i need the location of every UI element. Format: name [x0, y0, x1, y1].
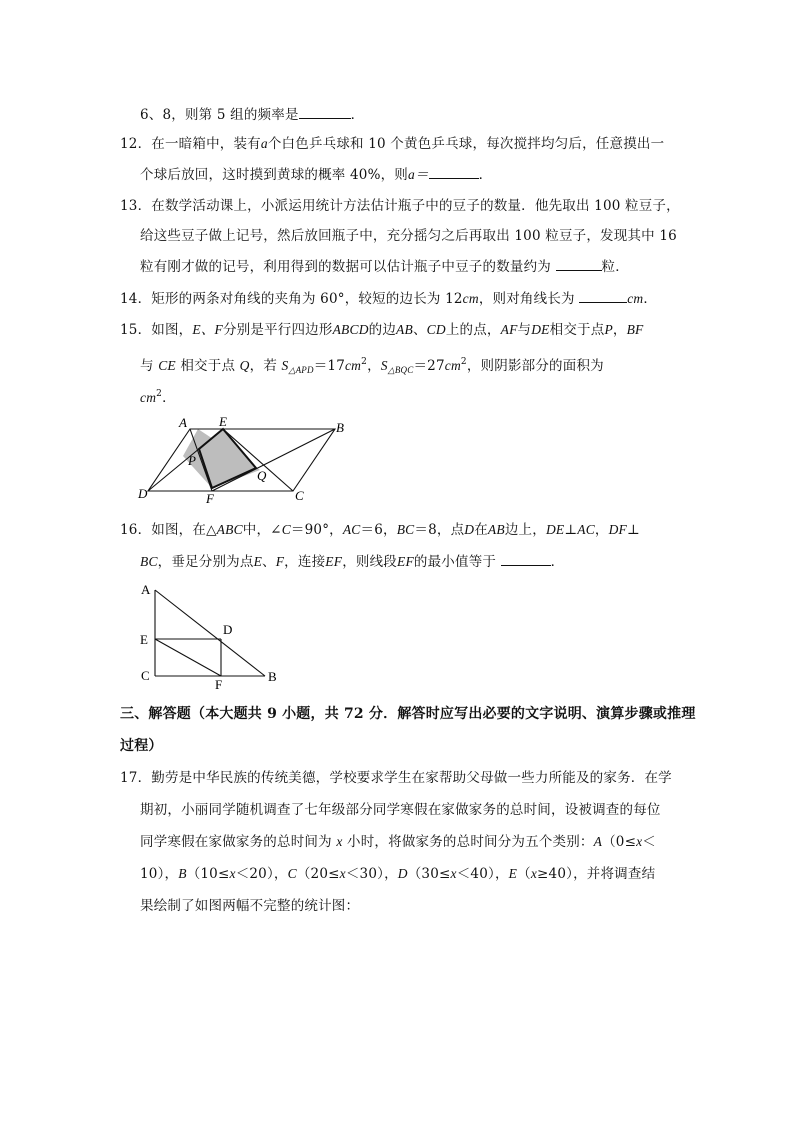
label-f: F	[206, 491, 214, 506]
answer-blank	[579, 288, 627, 303]
q13-line3: 粒有刚才做的记号，利用得到的数据可以估计瓶子中豆子的数量约为 粒．	[140, 256, 629, 277]
q15-line2: 与 CE 相交于点 Q，若 $S_{\triangle APD}=17cm^2$，$S_{\triangle BQC}=27cm^2$，则阴影部分的面积为	[140, 357, 604, 375]
segment-ef	[155, 639, 221, 676]
q13-line1: 13．在数学活动课上，小派运用统计方法估计瓶子中的豆子的数量．他先取出 100 粒豆子，	[120, 198, 680, 214]
answer-blank	[429, 164, 479, 179]
label-p: P	[188, 453, 196, 468]
q12-line2: 个球后放回，这时摸到黄球的概率 40%，则a＝ ．	[140, 164, 492, 185]
answer-blank	[299, 104, 351, 119]
q16-line1: 16．如图，在△ABC中，∠C＝90°，AC＝6，BC＝8，点D在AB边上，DE⊥AC，DF⊥	[120, 522, 640, 538]
answer-blank	[556, 256, 602, 271]
q16-line2: BC，垂足分别为点E、F，连接EF，则线段EF的最小值等于 ．	[140, 551, 564, 572]
label-a: A	[141, 582, 151, 597]
q17-line5: 果绘制了如图两幅不完整的统计图：	[140, 898, 360, 914]
q17-line3: 同学寒假在家做家务的总时间为 x 小时，将做家务的总时间分为五个类别：A（0≤x＜	[140, 834, 656, 850]
q17-line1: 17．勤劳是中华民族的传统美德，学校要求学生在家帮助父母做一些力所能及的家务．在学	[120, 770, 672, 786]
label-e: E	[219, 414, 227, 429]
q17-line2: 期初，小丽同学随机调查了七年级部分同学寒假在家做家务的总时间，设被调查的每位	[140, 802, 661, 818]
label-e: E	[140, 632, 148, 647]
q12-line1: 12．在一暗箱中，装有a个白色乒乓球和 10 个黄色乒乓球，每次搅拌均匀后，任意摸出一	[120, 136, 665, 152]
label-a: A	[179, 415, 187, 430]
label-c: C	[295, 488, 304, 503]
parallelogram-figure	[130, 410, 350, 510]
label-q: Q	[257, 468, 267, 483]
answer-blank	[501, 551, 551, 566]
label-d: D	[223, 622, 233, 637]
section3-heading-cont: 过程）	[120, 738, 163, 754]
q17-line4: 10），B（10≤x＜20），C（20≤x＜30），D（30≤x＜40），E（x≥40），并将调查结	[140, 866, 656, 882]
segment-ab	[155, 590, 265, 676]
q14-line: 14．矩形的两条对角线的夹角为 60°，较短的边长为 12cm，则对角线长为 cm．	[120, 288, 657, 309]
q11-line: 6、8，则第 5 组的频率是 ．	[140, 104, 364, 125]
q15-line1: 15．如图，E、F分别是平行四边形ABCD的边AB、CD上的点，AF与DE相交于点P，BF	[120, 322, 644, 338]
q13-line2: 给这些豆子做上记号，然后放回瓶子中，充分摇匀之后再取出 100 粒豆子，发现其中 16	[140, 228, 677, 244]
label-c: C	[141, 668, 150, 683]
label-d: D	[138, 486, 148, 501]
right-triangle-figure	[135, 580, 290, 690]
label-b: B	[268, 669, 277, 684]
label-f: F	[215, 677, 223, 690]
q15-line3: $cm^2$．	[140, 389, 176, 406]
label-b: B	[336, 420, 344, 435]
section3-heading: 三、解答题（本大题共 9 小题，共 72 分．解答时应写出必要的文字说明、演算步骤或推理	[120, 706, 696, 722]
